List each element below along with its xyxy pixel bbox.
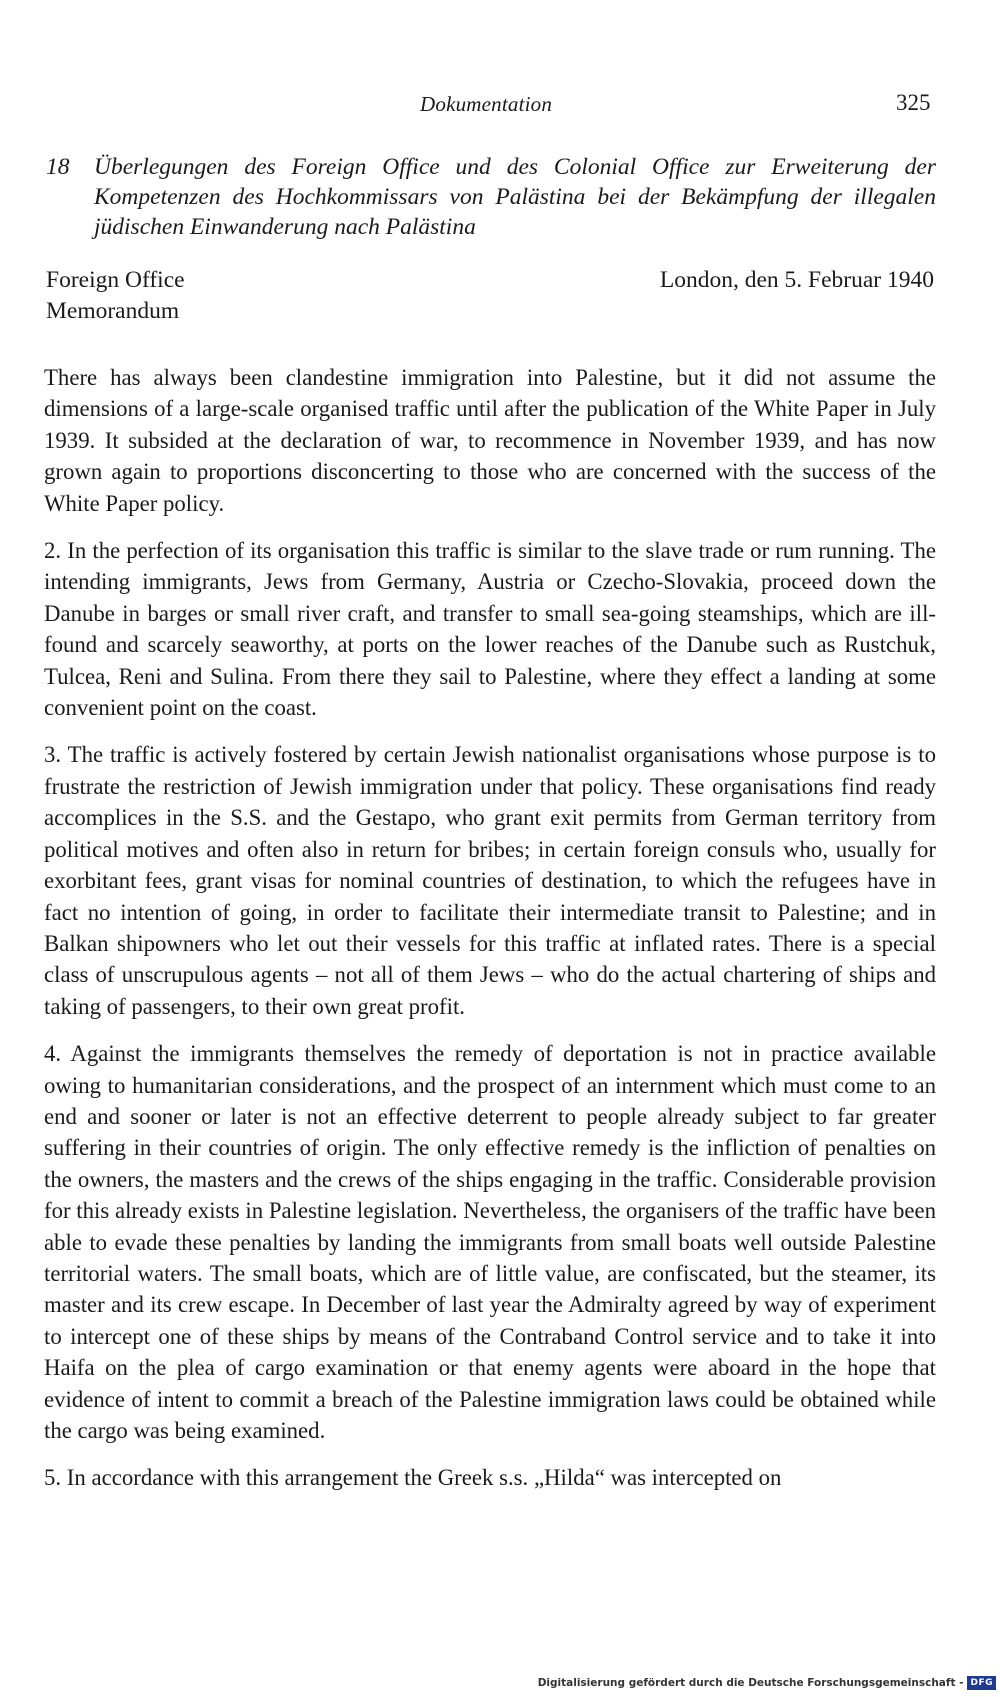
- running-title: Dokumentation: [420, 92, 553, 116]
- document-title: Überlegungen des Foreign Office und des Colonial Office zur Erweiterung der Kompetenzen des Hochkommissars von Palästina bei der Bekämpfung der illegalen jüdischen Einwanderung nach Palästina: [94, 154, 936, 240]
- paragraph: 4. Against the immigrants themselves the remedy of deportation is not in practice available owing to humanitarian considerations, and the prospect of an internment which must come to an end and sooner or later is not an effective deterrent to people already subject to far greater suffering in their countries of origin. The only effective remedy is the infliction of penalties on the owners, the masters and the crews of the ships engaging in the traffic. Considerable provision for this already exists in Palestine legislation. Nevertheless, the organisers of the traffic have been able to evade these penalties by landing the immigrants from small boats well outside Palestine territorial waters. The small boats, which are of little value, are confiscated, but the steamer, its master and its crew escape. In December of last year the Admiralty agreed by way of experiment to intercept one of these ships by means of the Contraband Control service and to take it into Haifa on the plea of cargo examination or that enemy agents were aboard in the hope that evidence of intent to commit a breach of the Palestine immigration laws could be obtained while the cargo was being examined.: [44, 1041, 936, 1443]
- page-number: 325: [896, 90, 931, 115]
- paragraph: 3. The traffic is actively fostered by certain Jewish nationalist organisations whose purpose is to frustrate the restriction of Jewish immigration under that policy. These organisations find ready accomplices in the S.S. and the Gestapo, who grant exit permits from German territory from political motives and often also in return for bribes; in certain foreign consuls who, usually for exorbitant fees, grant visas for nominal countries of destination, to which the refugees have in fact no intention of going, in order to facilitate their intermediate transit to Palestine; and in Balkan shipowners who let out their vessels for this traffic at inflated rates. There is a special class of unscrupulous agents – not all of them Jews – who do the actual chartering of ships and taking of passengers, to their own great profit.: [44, 742, 936, 1019]
- paragraph: 2. In the perfection of its organisation this traffic is similar to the slave trade or rum running. The intending immigrants, Jews from Germany, Austria or Czecho-Slovakia, proceed down the Danube in barges or small river craft, and transfer to small sea-going steamships, which are ill-found and scarcely seaworthy, at ports on the lower reaches of the Danube such as Rustchuk, Tulcea, Reni and Sulina. From there they sail to Palestine, where they effect a landing at some convenient point on the coast.: [44, 538, 936, 721]
- paragraph: There has always been clandestine immigration into Palestine, but it did not assume the dimensions of a large-scale organised traffic until after the publication of the White Paper in July 1939. It subsided at the declaration of war, to recommence in November 1939, and has now grown again to proportions disconcerting to those who are concerned with the success of the White Paper policy.: [44, 365, 936, 516]
- running-head: [0, 92, 1000, 124]
- body-text: [44, 362, 936, 1510]
- document-type: Memorandum: [46, 298, 180, 324]
- paragraph: 5. In accordance with this arrangement the Greek s.s. „Hilda“ was intercepted on: [44, 1465, 782, 1491]
- footer-credit: Digitalisierung gefördert durch die Deutsche Forschungsgemeinschaft -: [537, 1677, 964, 1689]
- digitization-footer: [538, 1675, 996, 1691]
- document-meta: [46, 265, 934, 329]
- document-place-date: London, den 5. Februar 1940: [659, 267, 934, 293]
- document-number: 18: [46, 154, 70, 180]
- dfg-logo-icon: DFG: [967, 1676, 996, 1690]
- document-sender: Foreign Office: [46, 267, 185, 293]
